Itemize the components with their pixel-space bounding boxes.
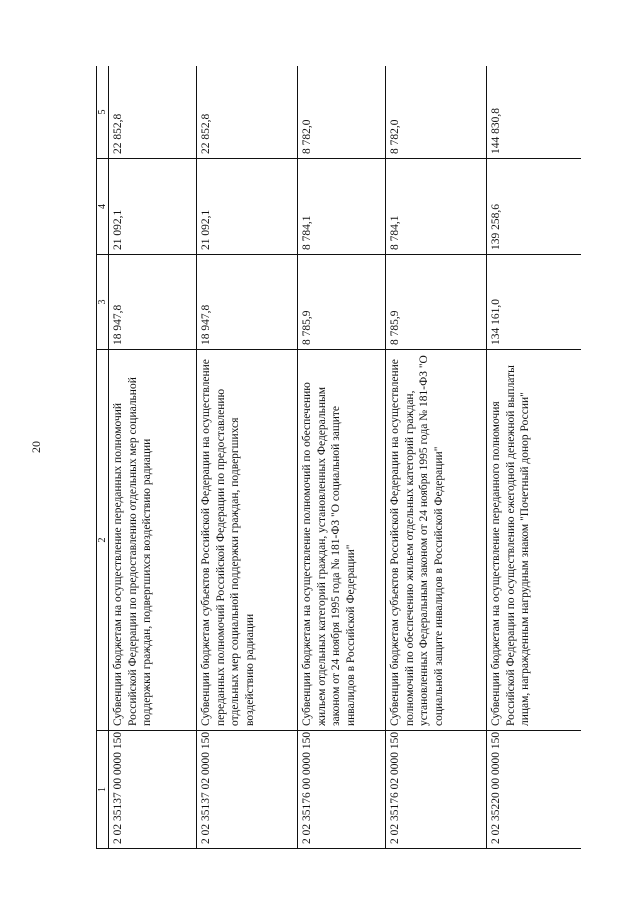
column-number-2: 2 [97,350,109,731]
row-description: Субвенции бюджетам субъектов Российской Федерации на осуществление переданных полномочий Российской Федерации по предоставлению отдельных мер социальной поддержки граждан, подвергшихся воздействию радиации [197,350,298,731]
amount-col5: 22 852,8 [109,66,197,159]
row-description: Субвенции бюджетам на осуществление полномочий по обеспечению жильем отдельных категорий граждан, установленных Федеральным законом от 24 ноября 1995 года № 181-ФЗ "О социальной защите инвалидов в Российской Федерации" [298,350,386,731]
budget-code: 2 02 35137 00 0000 150 [109,731,197,849]
amount-col5: 144 830,8 [487,66,582,159]
column-number-5: 5 [97,66,109,159]
row-description: Субвенции бюджетам на осуществление переданного полномочия Российской Федерации по осуществлению ежегодной денежной выплаты лицам, награжденным нагрудным знаком "Почетный донор России" [487,350,582,731]
subventions-table [96,66,581,849]
amount-col4: 21 092,1 [109,159,197,255]
amount-col5: 8 782,0 [298,66,386,159]
row-description: Субвенции бюджетам на осуществление переданных полномочий Российской Федерации по предоставлению отдельных мер социальной поддержки граждан, подвергшихся воздействию радиации [109,350,197,731]
rotated-table-frame [96,66,581,849]
table-row [487,66,582,849]
table-row [386,66,487,849]
table-row [197,66,298,849]
table-row [298,66,386,849]
budget-code: 2 02 35176 02 0000 150 [386,731,487,849]
amount-col4: 8 784,1 [298,159,386,255]
amount-col3: 134 161,0 [487,255,582,350]
amount-col5: 8 782,0 [386,66,487,159]
page-number: 20 [29,441,43,453]
amount-col3: 8 785,9 [386,255,487,350]
amount-col3: 18 947,8 [197,255,298,350]
table-header-row [97,66,109,849]
column-number-3: 3 [97,255,109,350]
amount-col5: 22 852,8 [197,66,298,159]
amount-col4: 21 092,1 [197,159,298,255]
row-description: Субвенции бюджетам субъектов Российской Федерации на осуществление полномочий по обеспечению жильем отдельных категорий граждан, установленных Федеральным законом от 24 ноября 1995 года № 181-ФЗ "О социальной защите инвалидов в Российской Федерации" [386,350,487,731]
budget-code: 2 02 35137 02 0000 150 [197,731,298,849]
column-number-1: 1 [97,731,109,849]
amount-col4: 8 784,1 [386,159,487,255]
table-row [109,66,197,849]
budget-code: 2 02 35176 00 0000 150 [298,731,386,849]
amount-col3: 8 785,9 [298,255,386,350]
amount-col4: 139 258,6 [487,159,582,255]
budget-code: 2 02 35220 00 0000 150 [487,731,582,849]
column-number-4: 4 [97,159,109,255]
table-container [96,66,581,849]
amount-col3: 18 947,8 [109,255,197,350]
